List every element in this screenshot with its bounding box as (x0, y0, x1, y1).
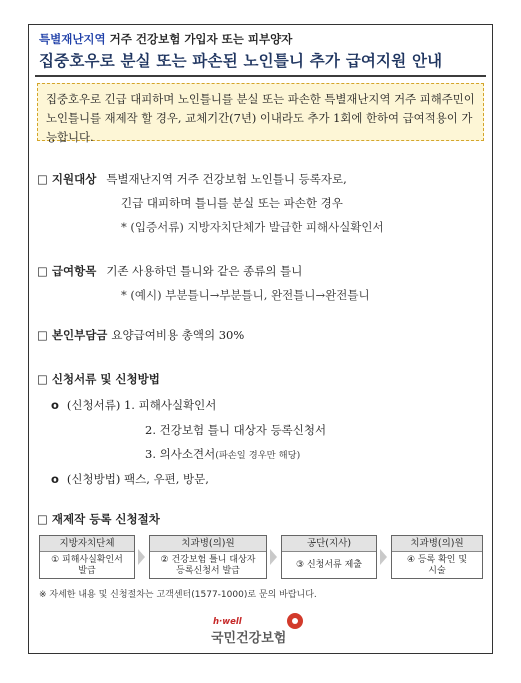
step-header: 공단(지사) (282, 536, 376, 552)
section-process (37, 511, 170, 527)
doc-item-2: 2. 건강보험 틀니 대상자 등록신청서 (145, 423, 327, 437)
checkbox-bullet: □ (37, 172, 48, 186)
subtitle-highlight: 특별재난지역 (39, 32, 106, 46)
checkbox-bullet: □ (37, 328, 48, 342)
section-text-continued: 긴급 대피하며 틀니를 분실 또는 파손한 경우 (121, 196, 343, 210)
audience-subtitle (39, 31, 292, 47)
section-target (37, 171, 347, 187)
method-line (51, 471, 209, 487)
subtitle-text: 거주 건강보험 가입자 또는 피부양자 (105, 32, 293, 46)
process-step-2 (149, 535, 267, 579)
method-text: 팩스, 우편, 방문, (123, 472, 209, 486)
doc-item-1: 1. 피해사실확인서 (123, 398, 217, 412)
step-header: 치과병(의)원 (392, 536, 482, 552)
checkbox-bullet: □ (37, 372, 48, 386)
circle-bullet: o (51, 472, 59, 486)
section-label: 신청서류 및 신청방법 (51, 372, 160, 386)
nhis-logo (199, 617, 329, 647)
process-flowchart (39, 535, 484, 581)
circle-bullet: o (51, 398, 59, 412)
step-header: 지방자치단체 (40, 536, 134, 552)
contact-footnote: ※ 자세한 내용 및 신청절차는 고객센터(1577-1000)로 문의 바랍니다. (39, 590, 317, 600)
step-header: 치과병(의)원 (150, 536, 266, 552)
section-docs (37, 371, 170, 387)
logo-mark-icon (287, 613, 303, 629)
arrow-right-icon (270, 549, 277, 565)
section-label: 지원대상 (51, 172, 97, 186)
notice-document (28, 24, 493, 654)
logo-name: 국민건강보험 (211, 631, 287, 646)
process-step-3 (281, 535, 377, 579)
doc-item-3-text: 3. 의사소견서 (145, 447, 216, 461)
section-text: 특별재난지역 거주 건강보험 노인틀니 등록자로, (106, 172, 347, 186)
section-text: 기존 사용하던 틀니와 같은 종류의 틀니 (106, 264, 303, 278)
evidence-note: * (입증서류) 지방자치단체가 발급한 피해사실확인서 (121, 220, 384, 234)
process-step-1 (39, 535, 135, 579)
process-step-4 (391, 535, 483, 579)
checkbox-bullet: □ (37, 264, 48, 278)
section-label: 본인부담금 (51, 328, 108, 342)
step-body: ② 건강보험 틀니 대상자 등록신청서 발급 (160, 555, 256, 576)
doc-item-3 (145, 446, 300, 462)
section-label: 재제작 등록 신청절차 (51, 512, 160, 526)
docs-label: (신청서류) (66, 398, 121, 412)
arrow-right-icon (380, 549, 387, 565)
docs-line (51, 397, 216, 413)
section-benefit (37, 263, 302, 279)
checkbox-bullet: □ (37, 512, 48, 526)
doc-item-3-note: (파손일 경우만 해당) (215, 450, 301, 461)
step-body: ① 피해사실확인서 발급 (51, 555, 123, 576)
summary-notice-box: 집중호우로 긴급 대피하며 노인틀니를 분실 또는 파손한 특별재난지역 거주 피해주민이 노인틀니를 재제작 할 경우, 교체기간(7년) 이내라도 추가 1회에 한하여 급여적용이 가능합니다. (37, 83, 484, 141)
title-divider (35, 75, 486, 77)
section-text: 요양급여비용 총액의 30% (111, 328, 245, 342)
section-copay (37, 327, 244, 343)
arrow-right-icon (138, 549, 145, 565)
step-body: ④ 등록 확인 및 시술 (406, 555, 468, 576)
method-label: (신청방법) (66, 472, 121, 486)
section-label: 급여항목 (51, 264, 97, 278)
example-note: * (예시) 부분틀니→부분틀니, 완전틀니→완전틀니 (121, 288, 370, 302)
page-title: 집중호우로 분실 또는 파손된 노인틀니 추가 급여지원 안내 (39, 52, 443, 70)
step-body: ③ 신청서류 제출 (296, 560, 362, 570)
logo-brand: h·well (213, 617, 242, 627)
